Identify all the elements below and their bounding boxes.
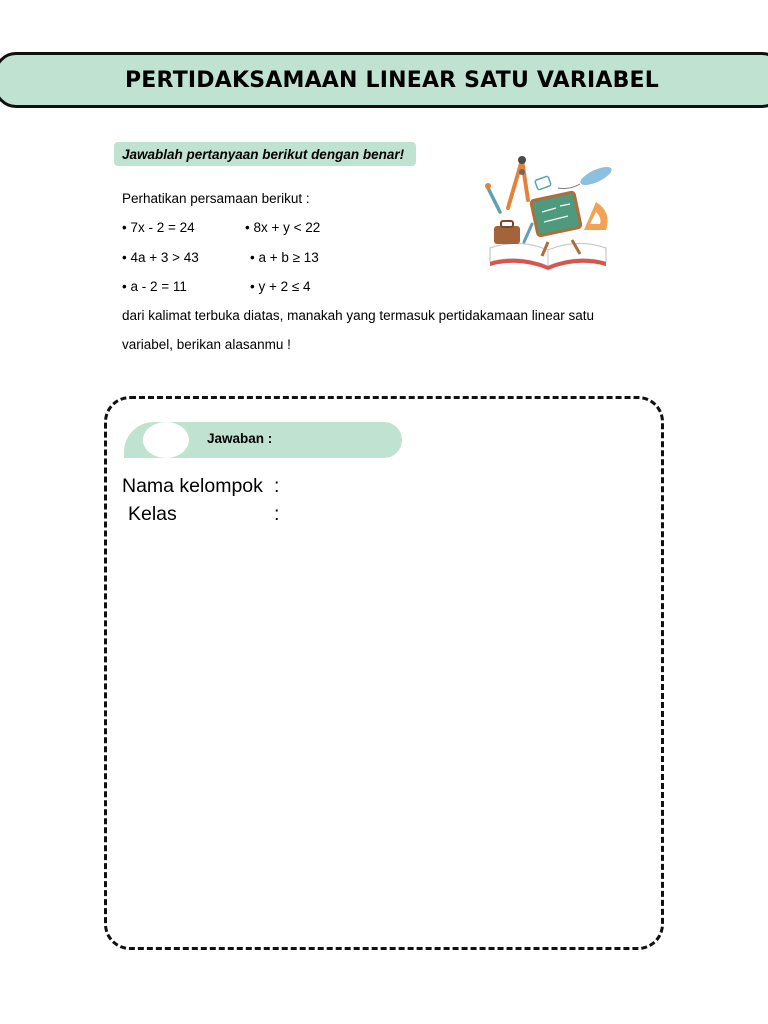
- group-name-label: Nama kelompok: [122, 475, 263, 497]
- equation-item: • a - 2 = 11: [122, 279, 187, 294]
- page-title: PERTIDAKSAMAAN LINEAR SATU VARIABEL: [124, 67, 659, 93]
- eraser-icon: [535, 176, 552, 190]
- group-name-colon: :: [274, 475, 280, 497]
- class-colon: :: [274, 503, 280, 525]
- class-label: Kelas: [128, 503, 177, 525]
- equation-item: • 4a + 3 > 43: [122, 250, 199, 265]
- ruler-protractor-icon: [584, 202, 608, 230]
- compass-icon: [508, 156, 528, 208]
- question-text-line: variabel, berikan alasanmu !: [122, 337, 291, 352]
- equation-item: • y + 2 ≤ 4: [250, 279, 311, 294]
- question-intro: Perhatikan persamaan berikut :: [122, 191, 310, 206]
- equation-item: • a + b ≥ 13: [250, 250, 319, 265]
- feather-quill-icon: [558, 163, 612, 188]
- answer-label: Jawaban :: [207, 431, 273, 446]
- answer-tab-notch: [143, 422, 189, 458]
- question-text-line: dari kalimat terbuka diatas, manakah yang termasuk pertidakamaan linear satu: [122, 308, 594, 323]
- open-book-icon: [490, 243, 606, 270]
- equation-item: • 7x - 2 = 24: [122, 220, 195, 235]
- equation-item: • 8x + y < 22: [245, 220, 321, 235]
- math-tools-illustration: [484, 150, 612, 276]
- briefcase-icon: [494, 221, 520, 244]
- instruction-label: Jawablah pertanyaan berikut dengan benar!: [114, 142, 416, 166]
- title-banner: [0, 52, 768, 108]
